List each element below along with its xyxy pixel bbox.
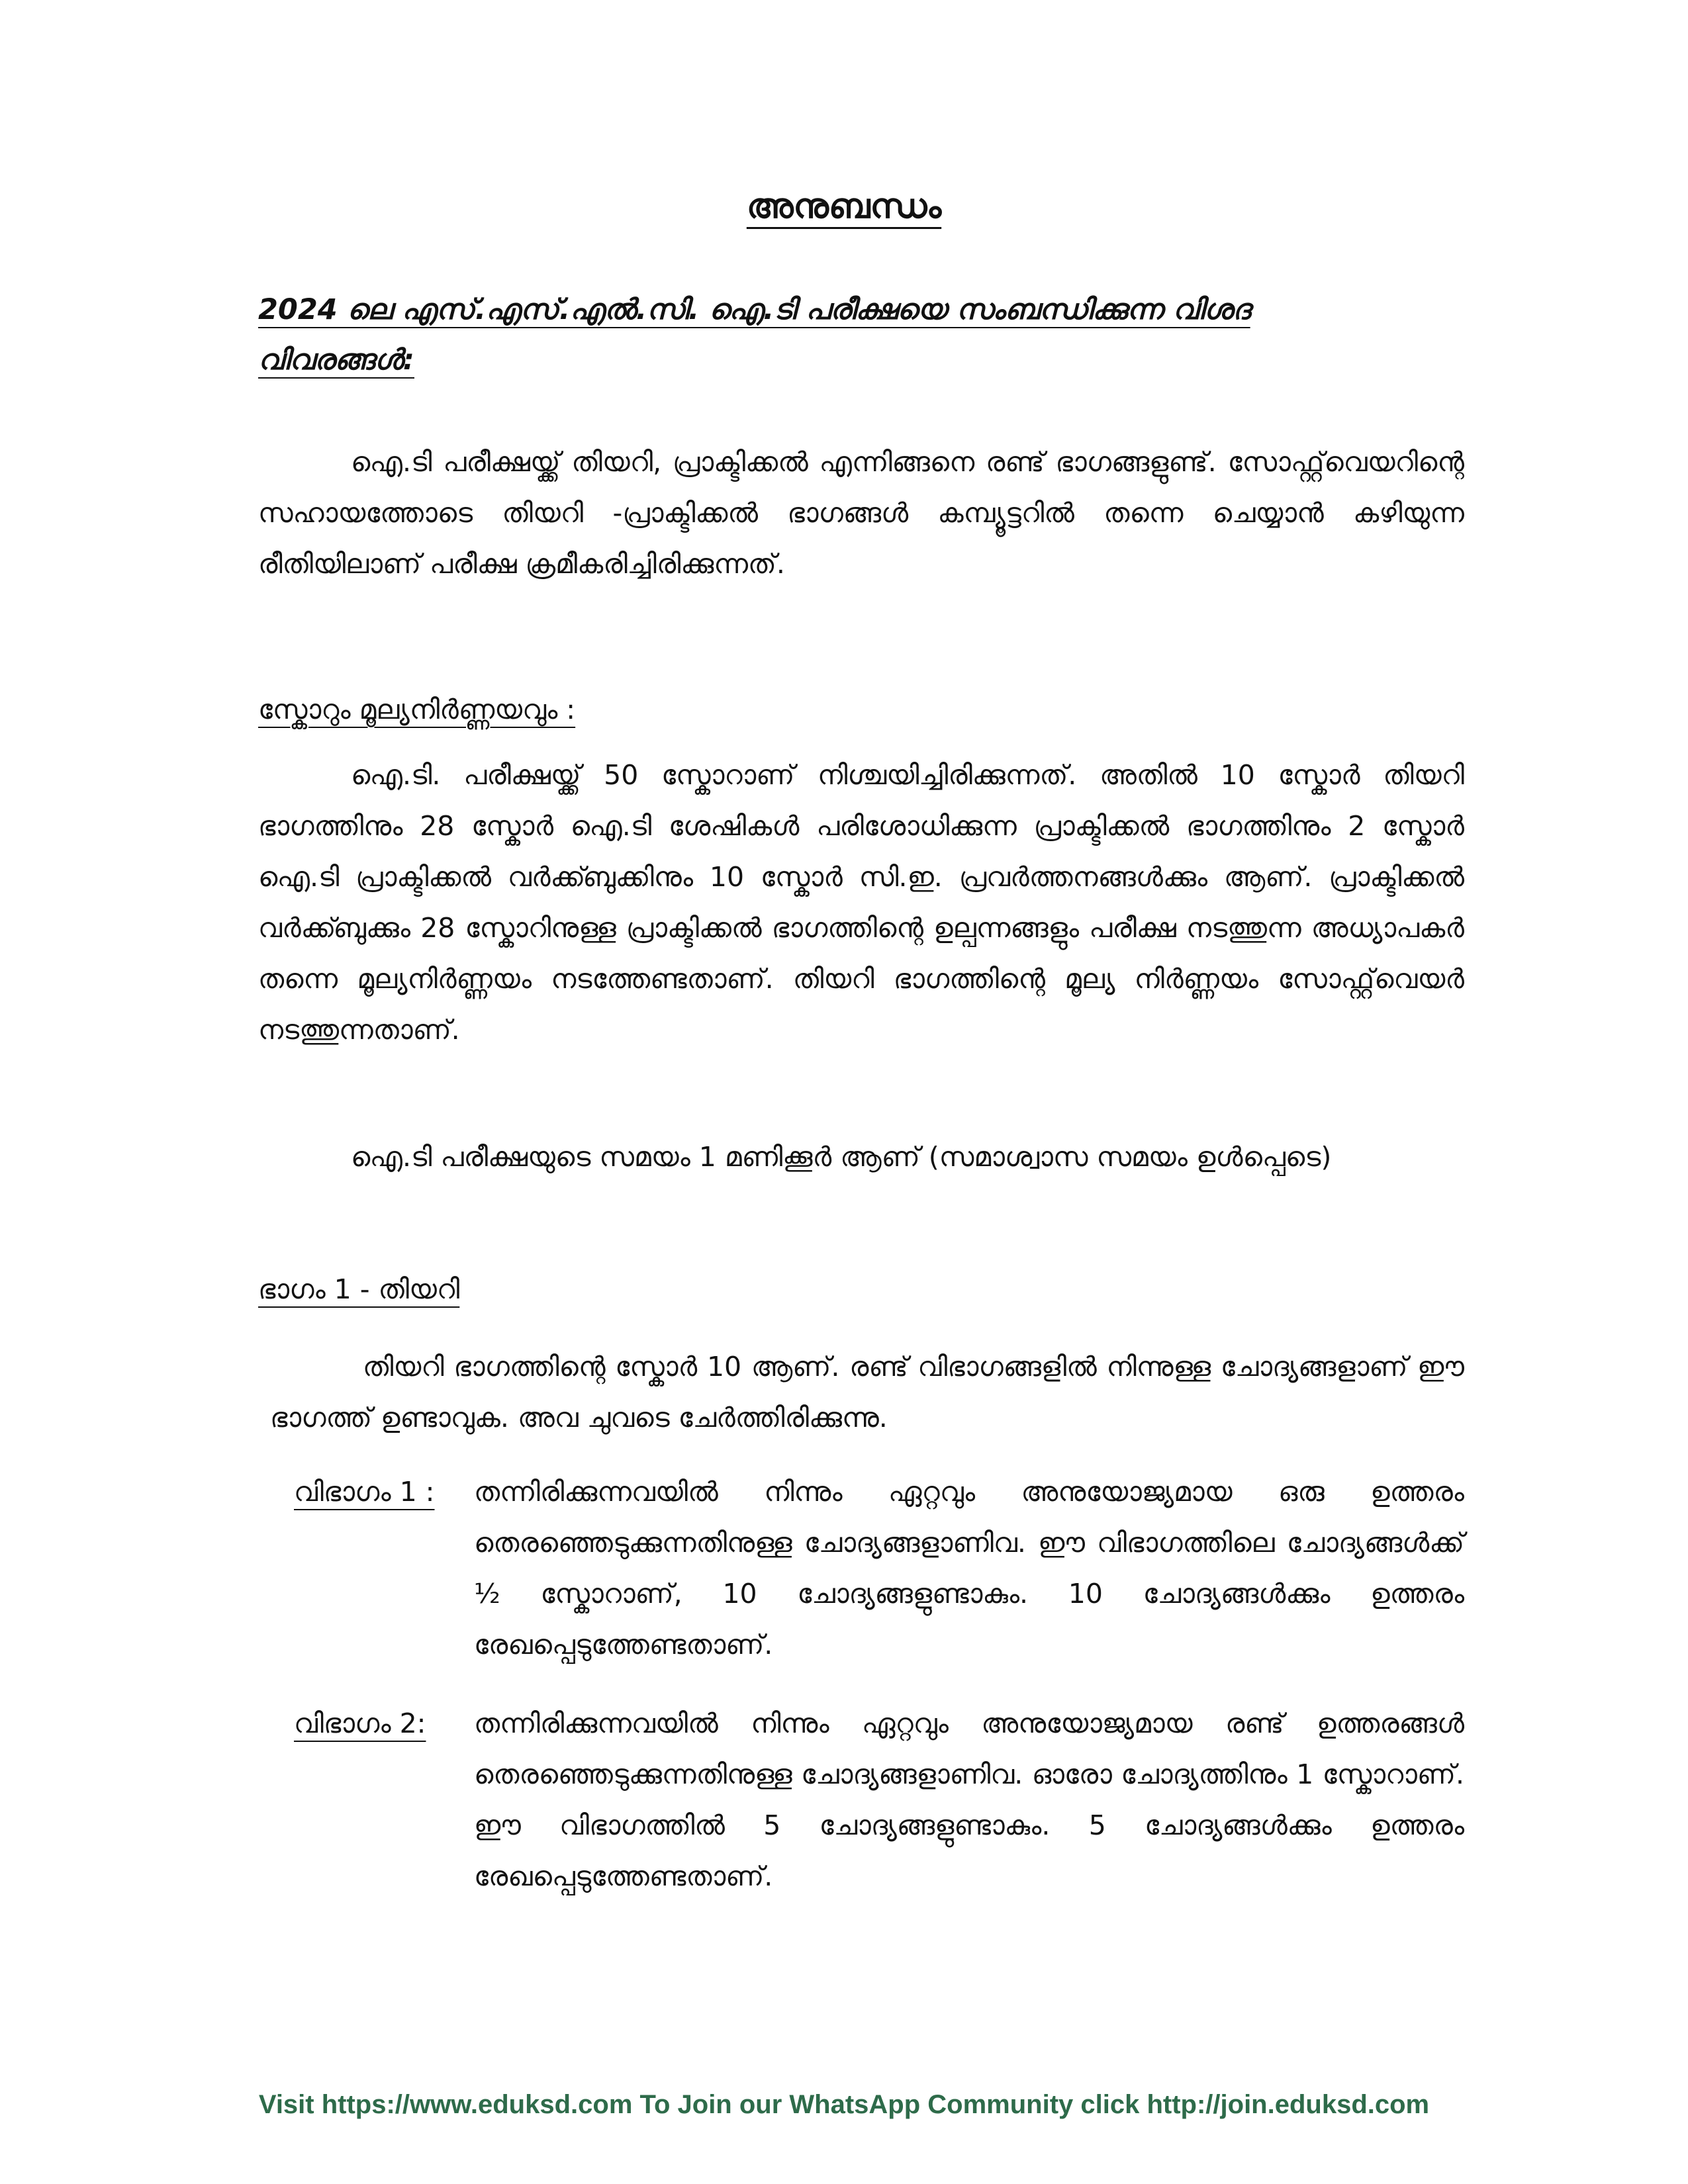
footer-link-text[interactable]: Visit https://www.eduksd.com To Join our WhatsApp Community click http://join.eduksd.com xyxy=(258,2090,1430,2119)
part1-heading: ഭാഗം 1 - തിയറി xyxy=(258,1273,460,1305)
score-heading: സ്കോറും മൂല്യനിർണ്ണയവും : xyxy=(258,694,576,725)
intro-paragraph: ഐ.ടി പരീക്ഷയ്ക്ക് തിയറി, പ്രാക്ടിക്കൽ എന്നിങ്ങനെ രണ്ട് ഭാഗങ്ങളുണ്ട്. സോഫ്റ്റ്‌വെയറിന്റെ സഹായത്തോടെ തിയറി -പ്രാക്ടിക്കൽ ഭാഗങ്ങൾ കമ്പ്യൂട്ടറിൽ തന്നെ ചെയ്യാൻ കഴിയുന്ന രീതിയിലാണ് പരീക്ഷ ക്രമീകരിച്ചിരിക്കുന്നത്. xyxy=(258,446,1464,580)
part1-paragraph: തിയറി ഭാഗത്തിന്റെ സ്കോർ 10 ആണ്. രണ്ട് വിഭാഗങ്ങളിൽ നിന്നുള്ള ചോദ്യങ്ങളാണ് ഈ ഭാഗത്ത് ഉണ്ടാവുക. അവ ചുവടെ ചേർത്തിരിക്കുന്നു. xyxy=(270,1351,1464,1433)
page-title: അനുബന്ധം xyxy=(746,187,942,226)
section2-text: തന്നിരിക്കുന്നവയിൽ നിന്നും ഏറ്റവും അനുയോജ്യമായ രണ്ട് ഉത്തരങ്ങൾ തെരഞ്ഞെടുക്കുന്നതിനുള്ള ചോദ്യങ്ങളാണിവ. ഓരോ ചോദ്യത്തിനും 1 സ്കോറാണ്. ഈ വിഭാഗത്തിൽ 5 ചോദ്യങ്ങളുണ്ടാകും. 5 ചോദ്യങ്ങൾക്കും ഉത്തരം രേഖപ്പെടുത്തേണ്ടതാണ്. xyxy=(474,1707,1464,1892)
section1-label: വിഭാഗം 1 : xyxy=(294,1476,435,1508)
section2-label: വിഭാഗം 2: xyxy=(294,1707,426,1739)
score-paragraph: ഐ.ടി. പരീക്ഷയ്ക്ക് 50 സ്കോറാണ് നിശ്ചയിച്ചിരിക്കുന്നത്. അതിൽ 10 സ്കോർ തിയറി ഭാഗത്തിനും 28 സ്കോർ ഐ.ടി ശേഷികൾ പരിശോധിക്കുന്ന പ്രാക്ടിക്കൽ ഭാഗത്തിനും 2 സ്കോർ ഐ.ടി പ്രാക്ടിക്കൽ വർക്ക്ബുക്കിനും 10 സ്കോർ സി.ഇ. പ്രവർത്തനങ്ങൾക്കും ആണ്. പ്രാക്ടിക്കൽ വർക്ക്ബുക്കും 28 സ്കോറിനുള്ള പ്രാക്ടിക്കൽ ഭാഗത്തിന്റെ ഉല്പന്നങ്ങളും പരീക്ഷ നടത്തുന്ന അധ്യാപകർ തന്നെ മൂല്യനിർണ്ണയം നടത്തേണ്ടതാണ്. തിയറി ഭാഗത്തിന്റെ മൂല്യ നിർണ്ണയം സോഫ്റ്റ്‌വെയർ നടത്തുന്നതാണ്. xyxy=(258,759,1464,1046)
time-paragraph: ഐ.ടി പരീക്ഷയുടെ സമയം 1 മണിക്കൂർ ആണ് (സമാശ്വാസ സമയം ഉൾപ്പെടെ) xyxy=(351,1141,1332,1173)
document-subtitle: 2024 ലെ എസ്.എസ്.എൽ.സി. ഐ.ടി പരീക്ഷയെ സംബന്ധിക്കുന്ന വിശദ വിവരങ്ങൾ: xyxy=(258,293,1250,377)
section1-text: തന്നിരിക്കുന്നവയിൽ നിന്നും ഏറ്റവും അനുയോജ്യമായ ഒരു ഉത്തരം തെരഞ്ഞെടുക്കുന്നതിനുള്ള ചോദ്യങ്ങളാണിവ. ഈ വിഭാഗത്തിലെ ചോദ്യങ്ങൾക്ക് ½ സ്കോറാണ്, 10 ചോദ്യങ്ങളുണ്ടാകും. 10 ചോദ്യങ്ങൾക്കും ഉത്തരം രേഖപ്പെടുത്തേണ്ടതാണ്. xyxy=(474,1476,1464,1661)
